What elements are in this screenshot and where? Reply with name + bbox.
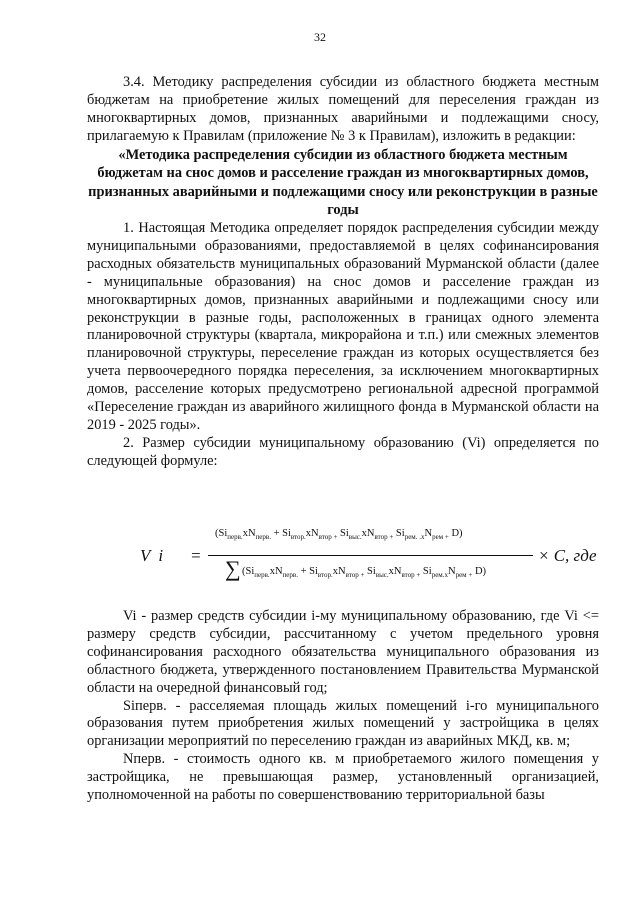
- formula-numerator: ($Si_{перв.}xN_{перв.} + Si_{втор.}xN_{втор +}$ $Si_{выс.}xN_{втор +}$ $Si_{рем. .x}N_{рем +}$ D): [215, 528, 463, 542]
- definition-vi: Vi - размер средств субсидии i-му муниципальному образованию, где Vi <= размеру средств субсидии, рассчитанному с учетом предельного уровня софинансирования расходного обязательства муниципального образования из областного бюджета, утвержденного постановлением Правительства Мурманской области на очередной финансовый год;: [87, 608, 599, 696]
- definition-n: Nперв. - стоимость одного кв. м приобретаемого жилого помещения у застройщика, не превышающая размер, установленный организацией, уполномоченной на работы по совершенствованию территориальной базы: [87, 751, 599, 804]
- fraction-bar: [208, 555, 533, 556]
- document-body: [87, 74, 599, 471]
- formula-denominator: ($Si_{перв.}xN_{перв.} + Si_{втор.}xN_{втор +}$ $Si_{выс.}xN_{втор +}$ $Si_{рем.x}N_{рем +}$ D): [242, 566, 487, 580]
- methodology-title: «Методика распределения субсидии из областного бюджета местным бюджетам на снос домов и расселение граждан из многоквартирных домов, признанных аварийными и подлежащими сносу или реконструкции в разные годы: [88, 146, 598, 219]
- subsidy-formula: [140, 528, 610, 588]
- formula-lhs: V i: [140, 546, 166, 565]
- formula-equals: =: [190, 546, 202, 565]
- sum-symbol: ∑: [225, 556, 241, 581]
- definitions: [87, 608, 599, 805]
- definition-si: Siперв. - расселяемая площадь жилых помещений i-го муниципального образования путем приобретения жилых помещений у застройщика в целях организации мероприятий по переселению граждан из аварийных МКД, кв. м;: [87, 697, 599, 750]
- paragraph-1: 1. Настоящая Методика определяет порядок распределения субсидии между муниципальными образованиями, предоставляемой в целях софинансирования расходных обязательств муниципальных образований Мурманской области (далее - муниципальные образования) на снос домов и расселение граждан из многоквартирных домов, признанных аварийными и подлежащими сносу или реконструкции в разные годы, расположенных в границах одного элемента планировочной структуры (квартала, микрорайона и т.п.) или смежных элементов планировочной структуры, переселение граждан из которых осуществляется без учета первоочередного порядка переселения, за исключением многоквартирных домов, расселение которых предусмотрено региональной адресной программой «Переселение граждан из аварийного жилищного фонда в Мурманской области на 2019 - 2025 годы».: [87, 220, 599, 433]
- page-number: 32: [314, 30, 326, 44]
- intro-paragraph: 3.4. Методику распределения субсидии из областного бюджета местным бюджетам на приобретение жилых помещений для переселения граждан из многоквартирных домов, признанных аварийными и подлежащими сносу, прилагаемую к Правилам (приложение № 3 к Правилам), изложить в редакции:: [87, 74, 599, 144]
- formula-rhs: × C, где: [538, 546, 597, 565]
- paragraph-2: 2. Размер субсидии муниципальному образованию (Vi) определяется по следующей формуле:: [87, 434, 599, 469]
